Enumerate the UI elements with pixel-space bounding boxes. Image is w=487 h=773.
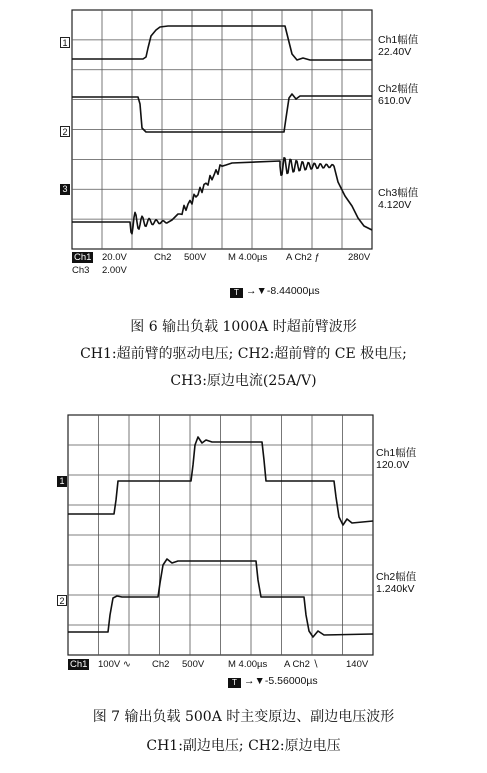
ch3-label: Ch3 <box>72 265 90 276</box>
trigger-icon: T <box>230 288 243 298</box>
figure6-caption-title: 图 6 输出负载 1000A 时超前臂波形 <box>130 319 357 335</box>
timebase: M 4.00µs <box>228 252 268 263</box>
trigger-level: 140V <box>346 659 369 670</box>
ch2-marker: 2 <box>60 126 70 137</box>
ch2-amplitude-label: Ch2幅值 1.240kV <box>376 571 417 595</box>
trigger-icon: T <box>228 678 241 688</box>
ch2-scale: 500V <box>182 659 205 670</box>
ch2-marker: 2 <box>57 595 67 606</box>
timebase: M 4.00µs <box>228 659 268 670</box>
figure7-caption-title: 图 7 输出负载 500A 时主变原边、副边电压波形 <box>92 709 395 725</box>
figure6-scope <box>0 0 487 300</box>
ch3-amplitude-label: Ch3幅值 4.120V <box>378 187 419 211</box>
ch1-marker: 1 <box>60 37 70 48</box>
ch2-amplitude-label: Ch2幅值 610.0V <box>378 83 419 107</box>
figure7-caption-line2: CH1:副边电压; CH2:原边电压 <box>146 738 341 754</box>
ch1-scale: 100V ∿ <box>98 659 131 670</box>
figure7-trigger-offset: T →▼-5.56000µs <box>228 675 318 688</box>
figure6-caption-line3: CH3:原边电流(25A/V) <box>170 373 317 389</box>
ch2-scale: 500V <box>184 252 207 263</box>
figure7-status-bar <box>68 659 378 672</box>
trigger-level: 280V <box>348 252 371 263</box>
figure7-scope <box>0 405 487 705</box>
ch1-badge: Ch1 <box>74 252 92 263</box>
ch1-marker: 1 <box>57 476 67 487</box>
ch1-amplitude-label: Ch1幅值 120.0V <box>376 447 417 471</box>
figure6-status-bar <box>72 252 372 278</box>
ch2-label: Ch2 <box>154 252 172 263</box>
ch1-scale: 20.0V <box>102 252 127 263</box>
trigger-source: A Ch2 ƒ <box>286 252 320 263</box>
figure6-caption-line2: CH1:超前臂的驱动电压; CH2:超前臂的 CE 极电压; <box>80 346 407 362</box>
ch1-amplitude-label: Ch1幅值 22.40V <box>378 34 419 58</box>
ch2-label: Ch2 <box>152 659 170 670</box>
trigger-source: A Ch2 ∖ <box>284 659 319 670</box>
ch3-scale: 2.00V <box>102 265 127 276</box>
ch1-badge: Ch1 <box>70 659 88 670</box>
figure6-trigger-offset: T →▼-8.44000µs <box>230 285 320 298</box>
ch3-marker: 3 <box>60 184 70 195</box>
